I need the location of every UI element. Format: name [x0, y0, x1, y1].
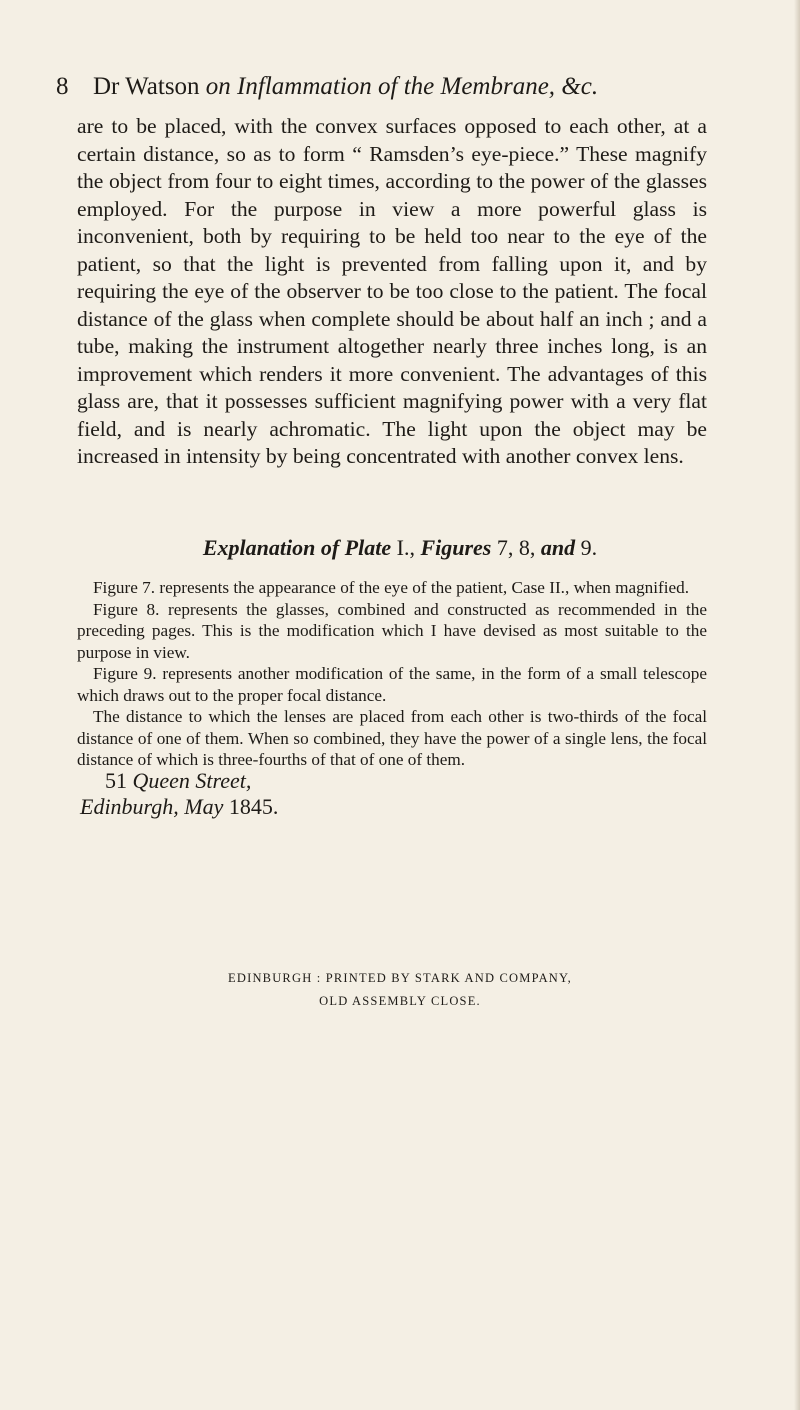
explanation-heading-figures: 9. [580, 535, 598, 560]
running-head-title: on Inflammation of the Membrane, [205, 73, 556, 100]
explanation-heading-plate-number: I., [396, 535, 415, 560]
explanation-heading-part: and [540, 535, 576, 560]
page-number: 8 [56, 73, 69, 100]
explanation-heading-figures: 7, 8, [496, 535, 536, 560]
imprint-line-2: OLD ASSEMBLY CLOSE. [319, 994, 481, 1008]
running-head-author: Dr Watson [93, 73, 200, 100]
running-head-etc: &c. [561, 73, 599, 100]
explanation-heading [0, 535, 800, 561]
address-year: 1845. [228, 794, 279, 819]
lens-distance-note: The distance to which the lenses are placed from each other is two-thirds of the focal distance of one of them. When so combined, they have the power of a single lens, the focal distance of which is three-fourths of that of one of them. [77, 707, 707, 769]
body-paragraph: are to be placed, with the convex surfaces opposed to each other, at a certain distance, so as to form “ Ramsden’s eye-piece.” These magnify the object from four to eight times, according to the power of the glasses employed. For the purpose in view a more powerful glass is inconvenient, both by requiring to be held too near to the eye of the patient, so that the light is prevented from falling upon it, and by requiring the eye of the observer to be too close to the patient. The focal distance of the glass when complete should be about half an inch ; and a tube, making the instrument altogether nearly three inches long, is an improvement which renders it more convenient. The advantages of this glass are, that it possesses sufficient magnifying power with a very flat field, and is nearly achromatic. The light upon the object may be increased in intensity by being concentrated with another convex lens. [77, 114, 707, 468]
address-street-line [80, 768, 480, 794]
running-head [93, 72, 598, 102]
address-city-line [80, 794, 480, 820]
explanation-heading-part: Explanation of Plate [202, 535, 392, 560]
address-city: Edinburgh, [80, 794, 179, 819]
address-number: 51 [105, 768, 127, 793]
plate-explanation [77, 577, 707, 771]
page-edge-shadow [794, 0, 800, 1410]
address-street: Queen Street, [132, 768, 252, 793]
printer-imprint [0, 967, 800, 1013]
figure-9-caption: Figure 9. represents another modification of the same, in the form of a small telescope which draws out to the proper focal distance. [77, 664, 707, 705]
address-month: May [184, 794, 224, 819]
imprint-line-1: EDINBURGH : PRINTED BY STARK AND COMPANY, [228, 971, 572, 985]
figure-8-caption: Figure 8. represents the glasses, combined and constructed as recommended in the preceding pages. This is the modification which I have devised as most suitable to the purpose in view. [77, 599, 707, 662]
author-address [80, 768, 480, 820]
explanation-heading-part: Figures [420, 535, 492, 560]
body-text [77, 113, 707, 471]
figure-7-caption: Figure 7. represents the appearance of the eye of the patient, Case II., when magnified. [93, 578, 690, 597]
